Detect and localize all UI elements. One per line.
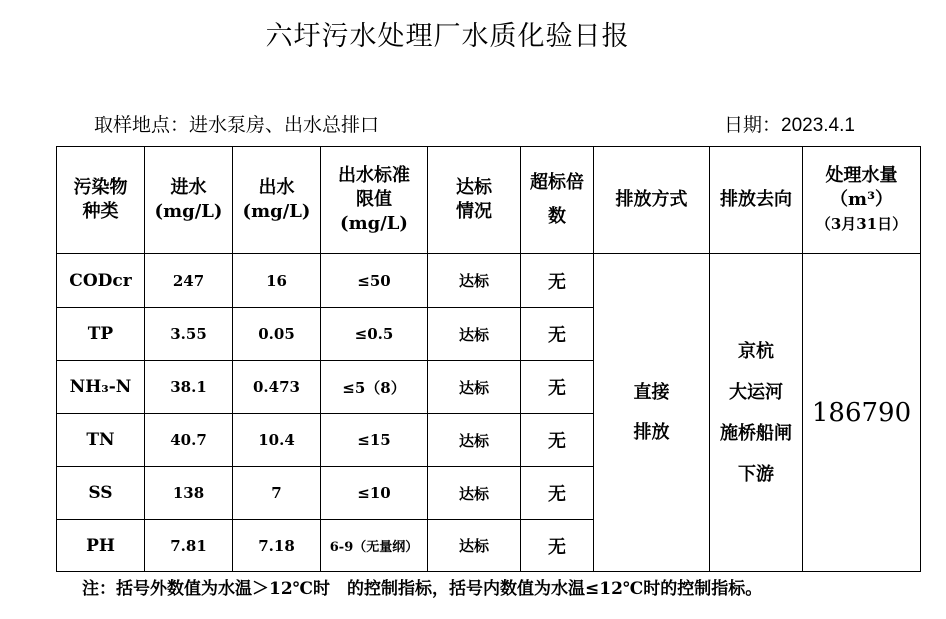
header-outflow: 出水 (mg/L) bbox=[233, 147, 321, 254]
header-discharge-destination: 排放去向 bbox=[710, 147, 803, 254]
header-row bbox=[57, 147, 921, 254]
limit-cell: ≤50 bbox=[321, 254, 428, 308]
inflow-cell: 247 bbox=[145, 254, 233, 308]
status-cell: 达标 bbox=[428, 467, 521, 520]
pollutant-cell: NH₃-N bbox=[57, 361, 145, 414]
outflow-cell: 0.05 bbox=[233, 308, 321, 361]
inflow-cell: 3.55 bbox=[145, 308, 233, 361]
discharge-destination-cell: 京杭 大运河 施桥船闸 下游 bbox=[710, 254, 803, 572]
inflow-cell: 138 bbox=[145, 467, 233, 520]
pollutant-cell: SS bbox=[57, 467, 145, 520]
exceed-cell: 无 bbox=[521, 520, 594, 572]
header-pollutant: 污染物 种类 bbox=[57, 147, 145, 254]
header-limit: 出水标准 限值 (mg/L) bbox=[321, 147, 428, 254]
header-exceed: 超标倍 数 bbox=[521, 147, 594, 254]
status-cell: 达标 bbox=[428, 361, 521, 414]
limit-cell: ≤15 bbox=[321, 414, 428, 467]
report-date: 日期：2023.4.1 bbox=[724, 115, 855, 136]
inflow-cell: 38.1 bbox=[145, 361, 233, 414]
water-quality-table bbox=[56, 146, 921, 572]
outflow-cell: 16 bbox=[233, 254, 321, 308]
sampling-location: 取样地点：进水泵房、出水总排口 bbox=[94, 114, 380, 136]
table-row bbox=[57, 254, 921, 308]
footnote: 注：括号外数值为水温＞12℃时 的控制指标，括号内数值为水温≤12℃时的控制指标。 bbox=[82, 579, 763, 599]
outflow-cell: 7.18 bbox=[233, 520, 321, 572]
status-cell: 达标 bbox=[428, 308, 521, 361]
header-inflow: 进水 (mg/L) bbox=[145, 147, 233, 254]
pollutant-cell: TP bbox=[57, 308, 145, 361]
header-status: 达标 情况 bbox=[428, 147, 521, 254]
discharge-method-cell: 直接 排放 bbox=[594, 254, 710, 572]
inflow-cell: 7.81 bbox=[145, 520, 233, 572]
outflow-cell: 10.4 bbox=[233, 414, 321, 467]
limit-cell: ≤10 bbox=[321, 467, 428, 520]
header-volume-label: 处理水量 （m³） bbox=[825, 165, 898, 210]
status-cell: 达标 bbox=[428, 254, 521, 308]
exceed-cell: 无 bbox=[521, 467, 594, 520]
status-cell: 达标 bbox=[428, 520, 521, 572]
exceed-cell: 无 bbox=[521, 361, 594, 414]
pollutant-cell: CODcr bbox=[57, 254, 145, 308]
status-cell: 达标 bbox=[428, 414, 521, 467]
limit-cell: ≤5（8） bbox=[321, 361, 428, 414]
exceed-cell: 无 bbox=[521, 254, 594, 308]
limit-cell: 6-9（无量纲） bbox=[321, 520, 428, 572]
header-discharge-method: 排放方式 bbox=[594, 147, 710, 254]
volume-value-cell: 186790 bbox=[803, 254, 921, 572]
outflow-cell: 0.473 bbox=[233, 361, 321, 414]
outflow-cell: 7 bbox=[233, 467, 321, 520]
header-volume bbox=[803, 147, 921, 254]
limit-cell: ≤0.5 bbox=[321, 308, 428, 361]
pollutant-cell: TN bbox=[57, 414, 145, 467]
exceed-cell: 无 bbox=[521, 414, 594, 467]
exceed-cell: 无 bbox=[521, 308, 594, 361]
header-volume-date: （3月31日） bbox=[815, 215, 908, 233]
pollutant-cell: PH bbox=[57, 520, 145, 572]
report-title: 六圩污水处理厂水质化验日报 bbox=[265, 21, 630, 52]
inflow-cell: 40.7 bbox=[145, 414, 233, 467]
